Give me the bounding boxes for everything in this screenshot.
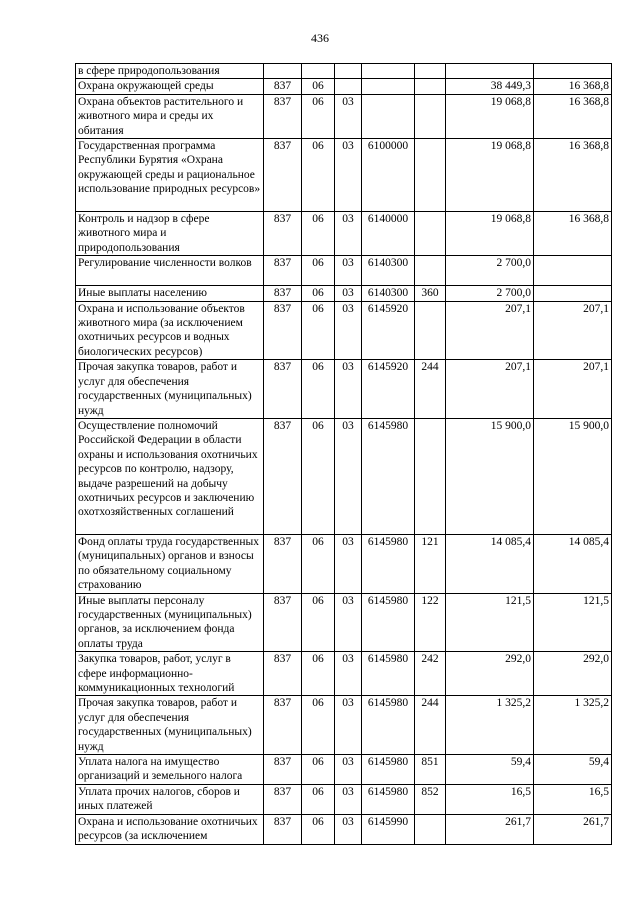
row-expense-code (415, 301, 446, 360)
row-target-code: 6145980 (362, 418, 415, 534)
row-section-code: 06 (302, 593, 335, 652)
row-name: Прочая закупка товаров, работ и услуг для обеспечения государственных (муниципальных) нужд (76, 360, 264, 419)
page-number: 436 (311, 31, 329, 45)
row-amount-1: 38 449,3 (446, 79, 534, 94)
row-amount-2: 121,5 (534, 593, 612, 652)
row-expense-code: 244 (415, 696, 446, 755)
table-row (76, 360, 612, 419)
row-section-code: 06 (302, 418, 335, 534)
row-amount-2 (534, 64, 612, 79)
row-amount-2: 14 085,4 (534, 534, 612, 593)
row-ministry-code: 837 (264, 286, 302, 301)
row-target-code: 6145980 (362, 755, 415, 785)
row-amount-1: 2 700,0 (446, 256, 534, 286)
row-expense-code: 851 (415, 755, 446, 785)
row-amount-2: 16 368,8 (534, 79, 612, 94)
row-amount-1: 14 085,4 (446, 534, 534, 593)
row-ministry-code: 837 (264, 301, 302, 360)
row-target-code: 6140300 (362, 256, 415, 286)
row-subsection-code: 03 (335, 286, 362, 301)
row-section-code: 06 (302, 212, 335, 256)
row-section-code: 06 (302, 360, 335, 419)
table-row (76, 64, 612, 79)
table-row (76, 94, 612, 138)
row-name: Фонд оплаты труда государственных (муниципальных) органов и взносы по обязательному социальному страхованию (76, 534, 264, 593)
table-row (76, 534, 612, 593)
row-amount-1: 15 900,0 (446, 418, 534, 534)
row-ministry-code: 837 (264, 212, 302, 256)
row-subsection-code: 03 (335, 212, 362, 256)
row-section-code: 06 (302, 256, 335, 286)
row-ministry-code: 837 (264, 815, 302, 845)
row-target-code: 6145980 (362, 652, 415, 696)
row-name: в сфере природопользования (76, 64, 264, 79)
table-row (76, 301, 612, 360)
row-amount-2: 207,1 (534, 360, 612, 419)
table-row (76, 139, 612, 212)
row-target-code: 6140300 (362, 286, 415, 301)
row-name: Регулирование численности волков (76, 256, 264, 286)
row-section-code: 06 (302, 79, 335, 94)
row-amount-1: 2 700,0 (446, 286, 534, 301)
row-amount-1: 1 325,2 (446, 696, 534, 755)
row-name: Охрана и использование объектов животного мира (за исключением охотничьих ресурсов и водных биологических ресурсов) (76, 301, 264, 360)
row-ministry-code (264, 64, 302, 79)
row-subsection-code: 03 (335, 785, 362, 815)
row-name: Иные выплаты населению (76, 286, 264, 301)
row-section-code: 06 (302, 301, 335, 360)
row-name: Контроль и надзор в сфере животного мира и природопользования (76, 212, 264, 256)
row-expense-code (415, 139, 446, 212)
row-expense-code: 360 (415, 286, 446, 301)
row-section-code: 06 (302, 534, 335, 593)
row-ministry-code: 837 (264, 593, 302, 652)
row-subsection-code: 03 (335, 418, 362, 534)
row-name: Охрана объектов растительного и животного мира и среды их обитания (76, 94, 264, 138)
row-amount-1: 59,4 (446, 755, 534, 785)
row-subsection-code: 03 (335, 755, 362, 785)
row-expense-code: 242 (415, 652, 446, 696)
row-name: Охрана окружающей среды (76, 79, 264, 94)
row-expense-code (415, 256, 446, 286)
row-target-code: 6145980 (362, 785, 415, 815)
row-amount-2: 16 368,8 (534, 94, 612, 138)
row-amount-2: 207,1 (534, 301, 612, 360)
table-row (76, 79, 612, 94)
row-amount-1: 261,7 (446, 815, 534, 845)
row-ministry-code: 837 (264, 256, 302, 286)
row-expense-code (415, 94, 446, 138)
row-ministry-code: 837 (264, 785, 302, 815)
budget-table (75, 63, 612, 845)
row-name: Охрана и использование охотничьих ресурсов (за исключением (76, 815, 264, 845)
row-ministry-code: 837 (264, 360, 302, 419)
row-target-code: 6145990 (362, 815, 415, 845)
row-target-code: 6140000 (362, 212, 415, 256)
row-expense-code (415, 418, 446, 534)
row-amount-1: 207,1 (446, 301, 534, 360)
row-amount-2: 16 368,8 (534, 212, 612, 256)
row-amount-2: 292,0 (534, 652, 612, 696)
row-amount-2 (534, 256, 612, 286)
table-row (76, 785, 612, 815)
row-target-code: 6145980 (362, 696, 415, 755)
row-target-code (362, 94, 415, 138)
row-target-code: 6145980 (362, 534, 415, 593)
row-amount-1: 19 068,8 (446, 212, 534, 256)
row-name: Уплата прочих налогов, сборов и иных платежей (76, 785, 264, 815)
row-name: Уплата налога на имущество организаций и земельного налога (76, 755, 264, 785)
row-name: Осуществление полномочий Российской Федерации в области охраны и использования охотничьих ресурсов по контролю, надзору, выдаче разрешений на добычу охотничьих ресурсов и заключению охотхозяйственных соглашений (76, 418, 264, 534)
row-section-code: 06 (302, 815, 335, 845)
row-amount-1: 121,5 (446, 593, 534, 652)
row-subsection-code: 03 (335, 360, 362, 419)
row-expense-code: 244 (415, 360, 446, 419)
table-row (76, 815, 612, 845)
row-target-code (362, 79, 415, 94)
table-row (76, 212, 612, 256)
row-target-code: 6100000 (362, 139, 415, 212)
row-amount-2 (534, 286, 612, 301)
row-subsection-code (335, 64, 362, 79)
row-amount-1: 19 068,8 (446, 94, 534, 138)
table-row (76, 755, 612, 785)
row-section-code: 06 (302, 652, 335, 696)
row-expense-code (415, 79, 446, 94)
row-subsection-code: 03 (335, 652, 362, 696)
row-ministry-code: 837 (264, 94, 302, 138)
row-expense-code: 121 (415, 534, 446, 593)
row-subsection-code: 03 (335, 94, 362, 138)
row-ministry-code: 837 (264, 79, 302, 94)
row-ministry-code: 837 (264, 418, 302, 534)
row-section-code: 06 (302, 755, 335, 785)
row-name: Прочая закупка товаров, работ и услуг для обеспечения государственных (муниципальных) нужд (76, 696, 264, 755)
row-ministry-code: 837 (264, 534, 302, 593)
row-section-code: 06 (302, 785, 335, 815)
row-section-code: 06 (302, 696, 335, 755)
row-name: Государственная программа Республики Бурятия «Охрана окружающей среды и рациональное использование природных ресурсов» (76, 139, 264, 212)
row-expense-code: 852 (415, 785, 446, 815)
row-target-code: 6145980 (362, 593, 415, 652)
row-target-code: 6145920 (362, 301, 415, 360)
table-row (76, 696, 612, 755)
row-amount-2: 16 368,8 (534, 139, 612, 212)
row-amount-2: 59,4 (534, 755, 612, 785)
row-section-code: 06 (302, 139, 335, 212)
row-name: Закупка товаров, работ, услуг в сфере информационно-коммуникационных технологий (76, 652, 264, 696)
row-subsection-code: 03 (335, 534, 362, 593)
row-subsection-code: 03 (335, 696, 362, 755)
row-target-code: 6145920 (362, 360, 415, 419)
row-subsection-code: 03 (335, 139, 362, 212)
row-name: Иные выплаты персоналу государственных (муниципальных) органов, за исключением фонда оплаты труда (76, 593, 264, 652)
row-section-code: 06 (302, 286, 335, 301)
table-row (76, 256, 612, 286)
row-ministry-code: 837 (264, 652, 302, 696)
row-ministry-code: 837 (264, 755, 302, 785)
row-section-code: 06 (302, 94, 335, 138)
row-amount-1: 16,5 (446, 785, 534, 815)
row-subsection-code: 03 (335, 256, 362, 286)
row-amount-1: 292,0 (446, 652, 534, 696)
row-expense-code: 122 (415, 593, 446, 652)
row-subsection-code: 03 (335, 593, 362, 652)
row-section-code (302, 64, 335, 79)
row-expense-code (415, 64, 446, 79)
row-amount-1 (446, 64, 534, 79)
row-amount-1: 207,1 (446, 360, 534, 419)
row-ministry-code: 837 (264, 696, 302, 755)
row-expense-code (415, 212, 446, 256)
row-ministry-code: 837 (264, 139, 302, 212)
row-amount-1: 19 068,8 (446, 139, 534, 212)
row-expense-code (415, 815, 446, 845)
row-target-code (362, 64, 415, 79)
row-subsection-code: 03 (335, 301, 362, 360)
table-row (76, 652, 612, 696)
row-subsection-code (335, 79, 362, 94)
table-row (76, 418, 612, 534)
table-row (76, 593, 612, 652)
table-row (76, 286, 612, 301)
row-amount-2: 16,5 (534, 785, 612, 815)
row-amount-2: 15 900,0 (534, 418, 612, 534)
row-subsection-code: 03 (335, 815, 362, 845)
row-amount-2: 261,7 (534, 815, 612, 845)
row-amount-2: 1 325,2 (534, 696, 612, 755)
